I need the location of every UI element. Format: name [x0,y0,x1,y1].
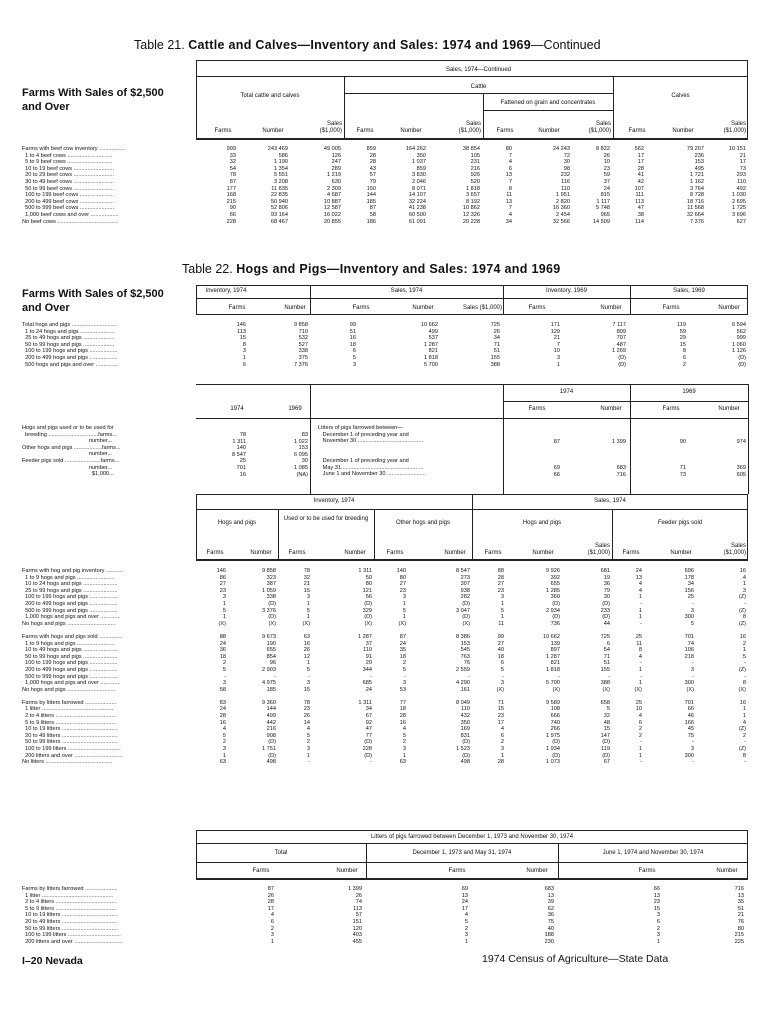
t22-s4-col-1: 87 26 28 17 4 6 2 3 1 [267,886,274,945]
page-number: I–20 Nevada [22,955,83,967]
t22-s1-col-1: 146 113 15 8 3 1 6 [236,322,246,368]
t21-col-10: 562 17 17 28 41 42 107 111 113 47 38 114 [634,146,644,225]
t22-s1-col-3: 99 51 16 18 6 5 3 [349,322,356,368]
t22-s3-shogs-h: Hogs and pigs [522,520,562,526]
t22-s3-farms-1: Farms [206,550,224,556]
t22-s3-col-7: 88 28 27 23 3 1 5 1 11 99 27 40 18 6 5 - 3 (X) 71 15 23 17 4 6 2 3 1 28 [496,568,504,766]
table-21-title [134,38,601,52]
t21-stub: Farms with beef cow inventory ................. 1 to 4 beef cows ............................. 5 to 9 beef cows ............................. 10 to 19 beef cows .......................... 20 to 29 beef cows .......................... 30 to 49 beef cows .......................... 50 to 99 beef cows .......................... 100 to 199 beef cows ...................... 200 to 499 beef cows ...................... 500 to 999 beef cows ...................... 1,000 beef cows and over .................. No beef cows ....................................... [22,146,126,225]
t21-col-7: 80 7 4 6 13 7 8 11 13 7 4 34 [505,146,512,225]
t22-s2-col-1: 78 1 311 140 8 547 25 701 16 [232,432,246,478]
t22-s1-col-8: 119 59 29 15 8 6 2 [677,322,686,368]
table-22-title [182,262,560,276]
t22-s4-farms-1: Farms [252,868,270,874]
t21-number-h3: Number [538,128,560,134]
t22-number-h6: Number [718,406,740,412]
t22-s3-col-11: 696 178 34 156 25 - 3 300 5 701 74 106 218 - 3 - 300 (X) 701 66 46 166 45 75 - 3 300 - [684,568,694,766]
t22-s2-col-9: 974 369 605 [736,439,746,478]
t22-number-h4: Number [718,305,740,311]
t22-s3-feeder-h: Feeder pigs sold [657,520,703,526]
t21-farms-h4: Farms [628,128,646,134]
t22-s2-litters-text: Litters of pigs farrowed between— December 1 of preceding year and November 30 .......................................... December 1 of preceding year and May 31..................................................... June 1 and November 30 ......................... [318,425,426,478]
t21-col-3: 49 005 126 247 289 1 219 630 2 309 4 687 10 887 12 587 16 022 20 855 [323,146,341,225]
t21-total-header: Total cattle and calves [240,93,300,99]
t22-s1-col-5: 725 26 34 71 51 155 388 [490,322,500,368]
t22-s3-farms-5: Farms [622,550,640,556]
t22-s3-col-10: 24 13 4 4 1 - 1 1 - 25 11 8 4 - 1 - 1 (X) 25 10 4 6 2 2 - 1 1 - [634,568,642,766]
t22-number-h5: Number [600,406,622,412]
t22-s4-number-3: Number [716,868,738,874]
t21-farms-h2: Farms [356,128,374,134]
t22-number-h1: Number [284,305,306,311]
t22-s2-col-8: 90 71 73 [679,439,686,478]
table-21-heading: Cattle and Calves—Inventory and Sales: 1974 and 1969 [188,38,532,52]
t21-col-2: 243 469 586 1 190 1 354 5 551 3 208 11 835 22 835 50 940 52 806 93 164 68 467 [267,146,288,225]
t22-s3-number-1: Number [250,550,272,556]
table-22-heading: Hogs and Pigs—Inventory and Sales: 1974 and 1969 [236,262,561,276]
t22-s4-dec-h: December 1, 1973 and May 31, 1974 [412,850,512,856]
t22-s4-farms-3: Farms [638,868,656,874]
t22-salesamt-h: Sales ($1,000) [462,305,502,311]
t22-s3-farms-3: Farms [386,550,404,556]
t22-s3-sales-h: Sales, 1974 [594,498,626,504]
t22-year-1969-b: 1969 [682,389,696,395]
t21-sales-header: Sales, 1974—Continued [445,67,512,73]
table-21-side-heading: Farms With Sales of $2,500 and Over [22,87,164,113]
t22-s3-col-8: 9 926 392 655 1 285 360 (D) 2 934 (D) 736 10 662 139 897 1 287 821 1 818 - 5 700 (X) 9 589 108 666 740 266 1 975 (D) 1 934 (D) 1 073 [542,568,560,766]
t22-stub-1: Total hogs and pigs ............................. 1 to 24 hogs and pigs ...................... 25 to 49 hogs and pigs .................... 50 to 99 hogs and pigs .................... 100 to 199 hogs and pigs .................. 200 to 499 hogs and pigs .................. 500 hogs and pigs and over .............. [22,322,118,368]
t22-s3-hogs-h: Hogs and pigs [217,520,257,526]
t22-s4-litters-h: Litters of pigs farrowed between December 1, 1973 and November 30, 1974 [370,834,574,840]
table-22-side-heading: Farms With Sales of $2,500 and Over [22,288,164,314]
t22-number-h2: Number [412,305,434,311]
t21-col-5: 164 262 350 1 037 859 3 830 2 046 8 071 14 107 32 224 41 238 60 500 61 091 [405,146,426,225]
t22-s3-sales-amt-2: Sales ($1,000) [723,543,746,556]
t22-s3-number-5: Number [670,550,692,556]
t21-col-8: 24 243 72 30 98 232 116 110 1 951 2 820 16 360 2 454 32 566 [552,146,570,225]
t21-col-6: 38 854 105 231 216 926 520 1 818 3 657 8 192 10 862 12 326 20 228 [462,146,480,225]
t22-s2-col-7: 1 399 683 716 [612,439,626,478]
t21-farms-h1: Farms [214,128,232,134]
t22-s3-inv-h: Inventory, 1974 [313,498,355,504]
t22-sales74-h: Sales, 1974 [390,288,423,294]
t22-farms-h4: Farms [662,305,680,311]
t22-s1-col-2: 9 858 710 532 527 338 375 7 376 [294,322,308,368]
t22-farms-h1: Farms [228,305,246,311]
t22-s3-farms-2: Farms [288,550,306,556]
t22-s3-col-1: 146 86 27 23 3 1 5 1 (X) 88 24 36 18 2 5 - 3 58 83 24 28 16 4 5 2 3 1 63 [216,568,226,766]
t22-s2-col-6: 87 69 66 [553,439,560,478]
t22-s4-farms-2: Farms [448,868,466,874]
t22-s3-sales-amt-1: Sales ($1,000) [587,543,610,556]
t22-s3-col-12: 16 4 1 3 (Z) - (Z) 8 (Z) 16 2 1 5 - (Z) - 8 (X) 16 1 1 4 (Z) 2 - (Z) 8 - [738,568,746,766]
footer-census-title: 1974 Census of Agriculture—State Data [482,953,669,965]
t22-s1-col-4: 10 662 499 537 1 287 821 1 818 5 700 [420,322,438,368]
t21-sales-h1: Sales ($1,000) [319,121,342,134]
t22-farms-h2: Farms [352,305,370,311]
t21-col-1: 999 33 32 54 78 87 177 168 215 90 66 228 [226,146,236,225]
t22-year-1969-a: 1969 [288,406,302,412]
t22-s3-col-5: 140 80 27 23 3 1 5 1 (X) 87 24 35 18 2 5 - 3 53 77 18 28 16 4 5 2 3 1 63 [396,568,406,766]
t21-col-11: 79 207 236 153 495 1 721 1 162 3 764 8 728 18 716 11 568 32 664 7 376 [686,146,704,225]
t22-farms-h5: Farms [528,406,546,412]
t21-fattened-header: Fattened on grain and concentrates [500,100,596,106]
t22-s4-number-1: Number [336,868,358,874]
t22-s3-col-9: 681 19 36 79 30 (D) 233 (D) 44 725 6 54 71 51 155 - 388 (X) 658 5 32 48 15 147 (D) 119 (D) 67 [600,568,610,766]
t22-s4-jun-h: June 1, 1974 and November 30, 1974 [602,850,704,856]
t22-s3-col-3: 78 32 21 15 3 1 5 1 (X) 63 16 26 12 1 5 - 3 15 78 23 26 14 4 5 2 3 1 - [302,568,310,766]
t22-inv69-h: Inventory, 1969 [546,288,587,294]
t22-s3-number-4: Number [532,550,554,556]
t21-sales-h4: Sales ($1,000) [723,121,746,134]
t22-s1-col-9: 6 594 562 999 1 060 1 126 (D) (D) [732,322,746,368]
t21-col-4: 859 28 28 43 57 79 150 144 185 87 58 186 [366,146,376,225]
t22-s3-number-3: Number [444,550,466,556]
t21-farms-h3: Farms [496,128,514,134]
t22-s3-other-h: Other hogs and pigs [395,520,451,526]
t22-s1-col-6: 171 129 21 7 10 3 1 [550,322,560,368]
table-21-continued: —Continued [531,38,601,52]
t22-s4-col-5: 66 13 23 15 3 6 2 3 1 [653,886,660,945]
t21-col-12: 10 151 21 17 73 293 110 492 1 030 2 695 1 725 3 696 627 [728,146,746,225]
t21-sales-h3: Sales ($1,000) [588,121,611,134]
t22-s2-col-2: 83 1 022 153 6 095 30 1 085 (NA) [294,432,308,478]
t22-s4-total-h: Total [274,850,288,856]
t22-s3-col-4: 1 311 50 80 121 56 (D) 329 (D) (X) 1 287 37 110 91 20 344 - 685 24 1 311 34 67 92 47 77 (D) 228 (D) - [358,568,372,766]
t21-sales-h2: Sales ($1,000) [458,121,481,134]
t22-s3-number-2: Number [344,550,366,556]
t22-inv74-h: Inventory, 1974 [205,288,247,294]
t22-s3-col-6: 8 547 273 307 938 282 (D) 3 047 (D) (X) 8 386 153 545 763 76 2 559 - 4 290 161 8 049 110 432 350 169 831 (D) 1 523 (D) 498 [456,568,470,766]
t22-stub-3: Farms with hog and pig inventory ........... 1 to 9 hogs and pigs ........................ 10 to 24 hogs and pigs ...................... 25 to 99 hogs and pigs ...................... 100 to 199 hogs and pigs .................. 200 to 499 hogs and pigs .................. 500 to 999 hogs and pigs .................. 1,000 hogs and pigs and over ............. No hogs and pigs ............................... Farms with hogs and pigs sold ............... 1 to 9 hogs and pigs ........................ 10 to 49 hogs and pigs ...................... 50 to 99 hogs and pigs ...................... 100 to 199 hogs and pigs .................. 200 to 499 hogs and pigs .................. 500 to 999 hogs and pigs .................. 1,000 hogs and pigs and over ............. No hogs and pigs ............................... Farms by litters farrowed .................... 1 litter .............................................. 2 to 4 litters ....................................... 5 to 9 litters ....................................... 10 to 19 litters .................................... 20 to 49 litters .................................... 50 to 99 litters .................................... 100 to 199 litters .................................. 200 litters and over ............................... No litters ........................................... [22,568,124,766]
t22-s3-farms-4: Farms [484,550,502,556]
t22-s4-col-6: 716 13 35 51 21 76 80 215 225 [734,886,744,945]
t21-cattle-header: Cattle [470,84,487,90]
t22-year-1974-a: 1974 [230,406,244,412]
t22-s4-col-4: 683 13 39 62 36 75 40 188 230 [544,886,554,945]
t22-year-1974-b: 1974 [559,389,574,395]
t21-number-h4: Number [672,128,694,134]
t22-stub-4: Farms by litters farrowed ..................... 1 litter .............................................. 2 to 4 litters ....................................... 5 to 9 litters ....................................... 10 to 19 litters .................................... 20 to 49 litters .................................... 50 to 99 litters .................................... 100 to 199 litters .................................. 200 litters and over ............................... [22,886,123,945]
t21-calves-header: Calves [671,93,690,99]
t22-s4-col-3: 69 13 24 17 4 5 2 3 1 [461,886,468,945]
t21-number-h2: Number [400,128,422,134]
t21-col-9: 8 822 26 10 23 59 37 24 815 1 117 5 748 965 14 509 [592,146,610,225]
t22-farms-h3: Farms [528,305,546,311]
table-22-number: Table 22. [182,262,233,276]
table-21-number: Table 21. [134,38,185,52]
t22-s4-number-2: Number [526,868,548,874]
t21-number-h1: Number [262,128,284,134]
t22-stub-2: Hogs and pigs used or to be used for breeding ................................farms... number... Other hogs and pigs ..................farms... number... Feeder pigs sold .......................farms... number... $1,000... [22,425,121,478]
t22-s1-col-7: 7 117 809 707 487 1 269 (D) (D) [612,322,626,368]
t22-s3-breed-h: Used or to be used for breeding [283,516,369,522]
t22-number-h3: Number [600,305,622,311]
t22-s4-col-2: 1 399 26 74 113 57 151 120 403 455 [348,886,362,945]
t22-farms-h6: Farms [662,406,680,412]
t22-sales69-h: Sales, 1969 [673,288,705,294]
t22-s3-col-2: 9 858 323 387 1 059 338 (D) 3 376 (D) (X) 9 673 190 655 854 96 2 903 - 4 975 185 9 360 144 499 442 216 908 (D) 1 751 (D) 498 [262,568,276,766]
